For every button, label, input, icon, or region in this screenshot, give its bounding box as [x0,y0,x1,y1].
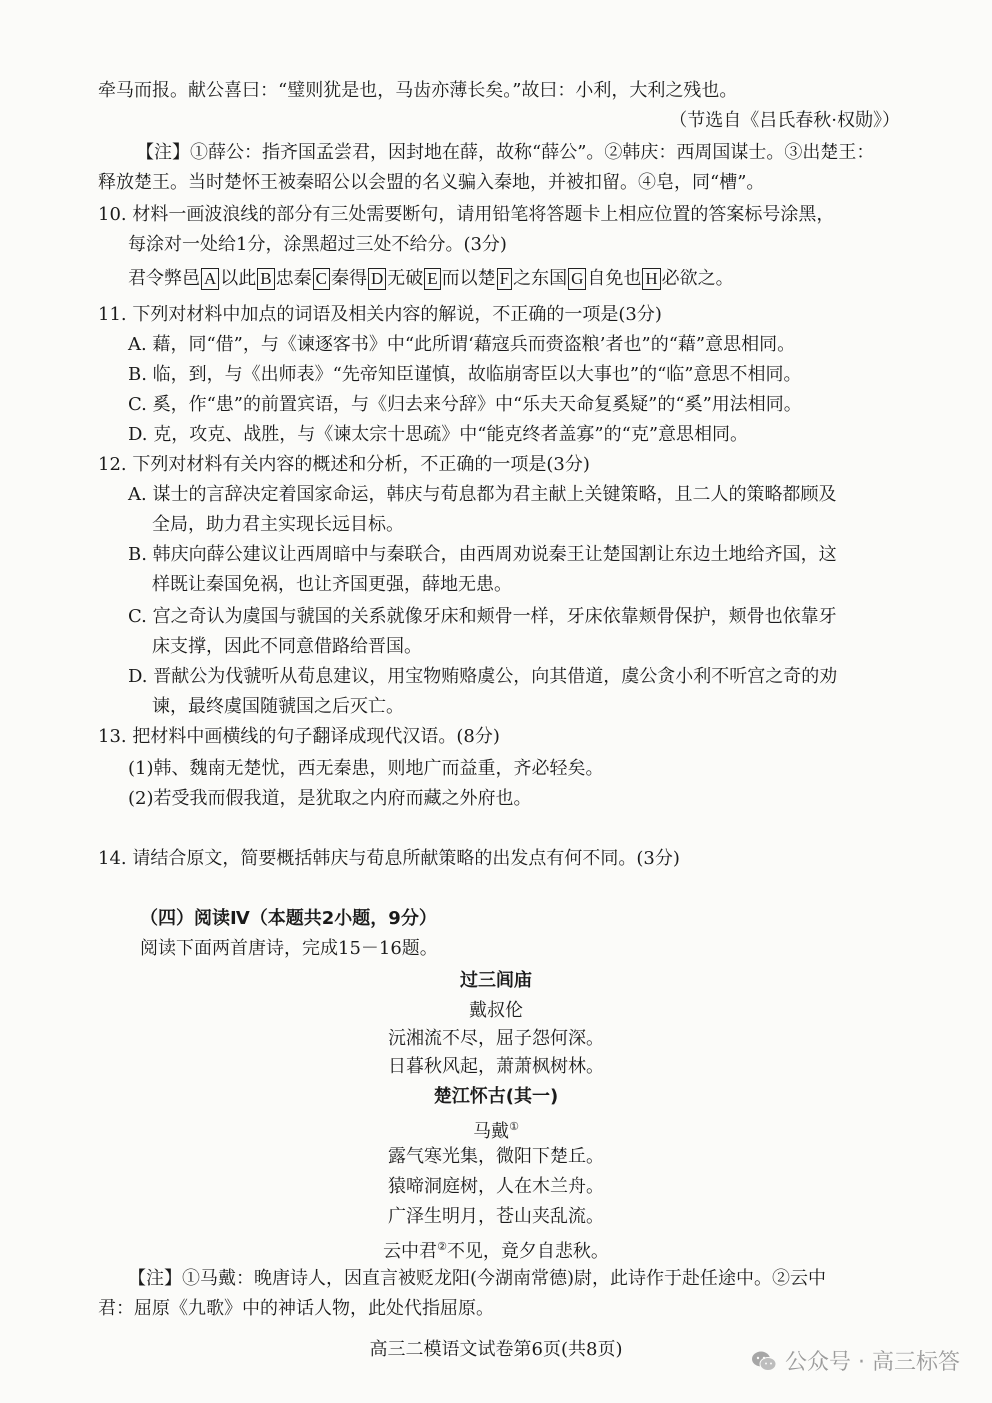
segment: 之东国 [513,268,568,289]
passage-end-line: 牵马而报。献公喜曰：“璧则犹是也，马齿亦薄长矣。”故曰：小利，大利之残也。 [98,80,738,101]
poem-1-author: 戴叔伦 [469,1000,523,1021]
question-11-stem: 11. 下列对材料中加点的词语及相关内容的解说，不正确的一项是(3分) [98,304,662,325]
segment: 自免也 [587,268,642,289]
question-10-sentence [128,266,734,292]
footnote-marker: ① [509,1120,519,1133]
note-1-line-1: 【注】①薛公：指齐国孟尝君，因封地在薛，故称“薛公”。②韩庆：西周国谋士。③出楚王： [136,142,875,163]
poem-1-title: 过三闾庙 [460,970,532,991]
poem-2-author [0,1114,992,1145]
question-12-option-a-line-1: A. 谋士的言辞决定着国家命运，韩庆与荀息都为君主献上关键策略，且二人的策略都顾及 [128,484,837,505]
segment: 君令弊邑 [128,268,200,289]
question-11-option-a: A. 藉，同“借”，与《谏逐客书》中“此所谓‘藉寇兵而赍盗粮’者也”的“藉”意思相同。 [128,334,796,355]
note-2-line-2: 君：屈原《九歌》中的神话人物，此处代指屈原。 [98,1298,494,1319]
wechat-icon [751,1350,777,1372]
question-12-option-c-line-1: C. 宫之奇认为虞国与虢国的关系就像牙床和颊骨一样，牙床依靠颊骨保护，颊骨也依靠牙 [128,606,837,627]
question-10-line-1: 10. 材料一画波浪线的部分有三处需要断句，请用铅笔将答题卡上相应位置的答案标号涂黑， [98,204,835,225]
question-13-stem: 13. 把材料中画横线的句子翻译成现代汉语。(8分) [98,726,500,747]
question-12-option-b-line-2: 样既让秦国免祸，也让齐国更强，薛地无患。 [152,574,512,595]
question-11-option-d: D. 克，攻克、战胜，与《谏太宗十思疏》中“能克终者盖寡”的“克”意思相同。 [128,424,749,445]
poem-2-line-4 [0,1234,992,1265]
break-option-d: D [368,268,386,290]
question-13-item-1: (1)韩、魏南无楚忧，西无秦患，则地广而益重，齐必轻矣。 [128,758,604,779]
break-option-h: H [642,268,660,290]
note-2-line-1: 【注】①马戴：晚唐诗人，因直言被贬龙阳(今湖南常德)尉，此诗作于赴任途中。②云中 [128,1268,827,1289]
poem-2-line-3: 广泽生明月，苍山夹乱流。 [388,1206,604,1227]
poem-2-line-4-start: 云中君 [383,1241,438,1262]
question-10-line-2: 每涂对一处给1分，涂黑超过三处不给分。(3分) [128,234,507,255]
section-4-instruction: 阅读下面两首唐诗，完成15－16题。 [140,938,438,959]
question-12-option-d-line-2: 谏，最终虞国随虢国之后灭亡。 [152,696,404,717]
question-12-stem: 12. 下列对材料有关内容的概述和分析，不正确的一项是(3分) [98,454,590,475]
segment: 无破 [387,268,424,289]
page-footer: 高三二模语文试卷第6页(共8页) [369,1339,623,1360]
break-option-c: C [313,268,330,290]
segment: 而以楚 [441,268,496,289]
segment: 以此 [220,268,257,289]
segment: 秦得 [330,268,367,289]
poem-2-author-name: 马戴 [473,1121,510,1142]
footnote-marker: ② [437,1240,447,1253]
question-12-option-d-line-1: D. 晋献公为伐虢听从荀息建议，用宝物贿赂虞公，向其借道，虞公贪小利不听宫之奇的劝 [128,666,838,687]
segment: 必欲之。 [661,268,734,289]
poem-2-line-2: 猿啼洞庭树，人在木兰舟。 [388,1176,604,1197]
question-12-option-a-line-2: 全局，助力君主实现长远目标。 [152,514,404,535]
question-12-option-c-line-2: 床支撑，因此不同意借路给晋国。 [152,636,422,657]
question-11-option-b: B. 临，到，与《出师表》“先帝知臣谨慎，故临崩寄臣以大事也”的“临”意思不相同。 [128,364,802,385]
poem-2-title: 楚江怀古(其一) [433,1086,559,1107]
break-option-g: G [568,268,586,290]
break-option-f: F [497,268,512,290]
poem-1-line-2: 日暮秋风起，萧萧枫树林。 [388,1056,604,1077]
poem-2-line-4-end: 不见，竟夕自悲秋。 [446,1241,609,1262]
question-11-option-c: C. 奚，作“患”的前置宾语，与《归去来兮辞》中“乐夫天命复奚疑”的“奚”用法相同。 [128,394,802,415]
poem-2-line-1: 露气寒光集，微阳下楚丘。 [388,1146,604,1167]
break-option-e: E [424,268,440,290]
poem-1-line-1: 沅湘流不尽，屈子怨何深。 [388,1028,604,1049]
question-14-stem: 14. 请结合原文，简要概括韩庆与荀息所献策略的出发点有何不同。(3分) [98,848,680,869]
note-1-line-2: 释放楚王。当时楚怀王被秦昭公以会盟的名义骗入秦地，并被扣留。④皂，同“槽”。 [98,172,765,193]
break-option-a: A [201,268,219,290]
section-4-heading: （四）阅读Ⅳ（本题共2小题，9分） [140,908,437,929]
watermark-text: 公众号 · 高三标答 [785,1350,960,1375]
source-citation: （节选自《吕氏春秋·权勋》） [669,110,900,131]
question-13-item-2: (2)若受我而假我道，是犹取之内府而藏之外府也。 [128,788,532,809]
watermark [751,1345,960,1376]
segment: 忠秦 [275,268,312,289]
break-option-b: B [257,268,274,290]
question-12-option-b-line-1: B. 韩庆向薛公建议让西周暗中与秦联合，由西周劝说秦王让楚国割让东边土地给齐国，这 [128,544,837,565]
